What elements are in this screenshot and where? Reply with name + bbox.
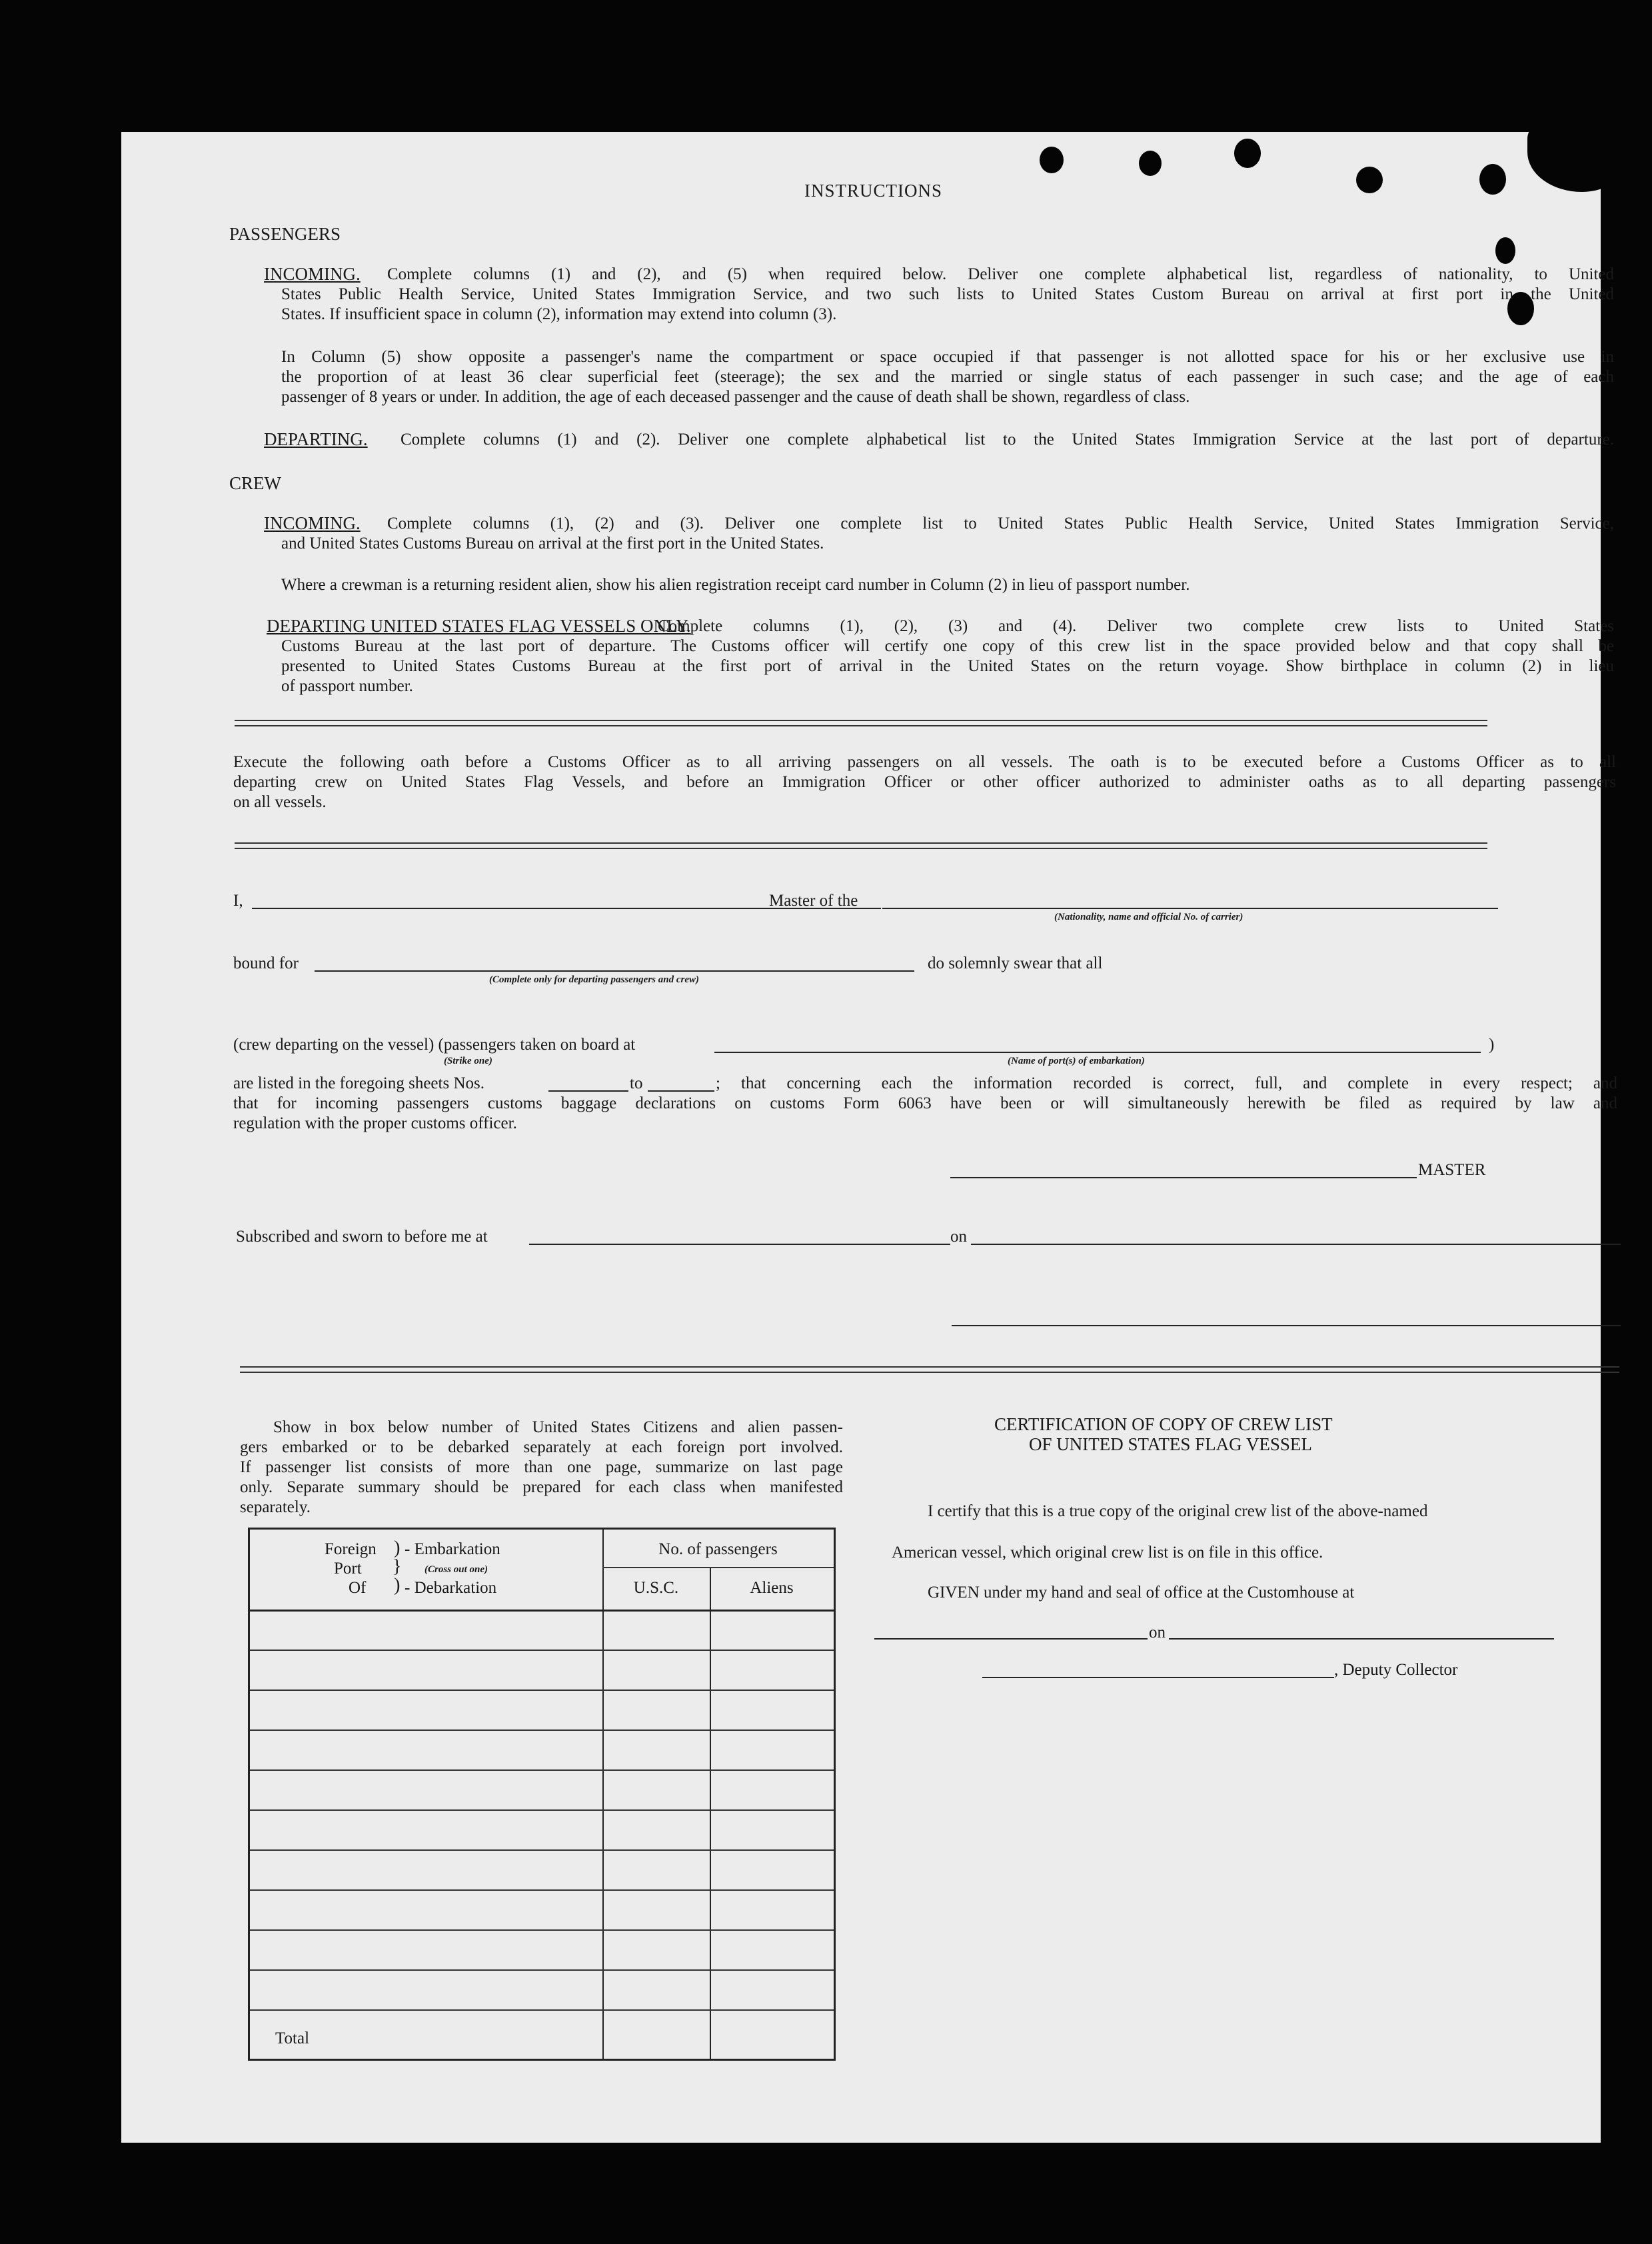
port-label: Port bbox=[334, 1560, 362, 1578]
customhouse-place-line bbox=[874, 1638, 1148, 1640]
given-text: GIVEN under my hand and seal of office at the Customhouse at bbox=[928, 1584, 1355, 1602]
column5-line: In Column (5) show opposite a passenger's name the compartment or space occupied if that passenger is not allotted space for his or her exclusive use in bbox=[281, 348, 1614, 366]
debarkation-label: - Debarkation bbox=[405, 1579, 497, 1597]
embarkation-port-line bbox=[714, 1052, 1481, 1053]
bound-for-line bbox=[315, 970, 914, 972]
torn-corner bbox=[1527, 119, 1627, 192]
summary-line: If passenger list consists of more than one page, summarize on last page bbox=[240, 1458, 843, 1476]
summary-line: Show in box below number of United States Citizens and alien passen- bbox=[273, 1418, 843, 1436]
cert-on-label: on bbox=[1149, 1624, 1166, 1642]
crew-incoming-label: INCOMING. bbox=[264, 513, 361, 533]
punch-hole bbox=[1495, 237, 1515, 264]
table-row bbox=[250, 1969, 834, 1971]
table-header-bottom bbox=[250, 1610, 834, 1612]
divider bbox=[235, 720, 1487, 726]
passengers-incoming-label: INCOMING. bbox=[264, 264, 361, 284]
crew-incoming-line: Complete columns (1), (2) and (3). Deliver one complete list to United States Public Health Service, United States Immigration Service, bbox=[387, 515, 1614, 533]
table-row bbox=[250, 1889, 834, 1891]
oath-intro-line: on all vessels. bbox=[233, 793, 327, 811]
listed-prefix: are listed in the foregoing sheets Nos. bbox=[233, 1074, 484, 1092]
crew-heading: CREW bbox=[229, 473, 281, 493]
crew-departing-text: (crew departing on the vessel) (passengers taken on board at bbox=[233, 1036, 636, 1054]
subscribed-date-line bbox=[971, 1244, 1621, 1245]
passengers-incoming-line: States Public Health Service, United States Immigration Service, and two such lists to United States Custom Bureau on arrival at first port in the United bbox=[281, 285, 1614, 303]
oath-intro-line: departing crew on United States Flag Vessels, and before an Immigration Officer or other officer authorized to administer oaths as to all departing passengers bbox=[233, 773, 1616, 791]
table-row bbox=[250, 1689, 834, 1691]
table-header-divider bbox=[602, 1567, 834, 1568]
summary-line: separately. bbox=[240, 1498, 311, 1516]
punch-hole bbox=[1356, 167, 1383, 193]
column5-line: passenger of 8 years or under. In addition, the age of each deceased passenger and the cause of death shall be shown, regardless of class. bbox=[281, 388, 1190, 406]
complete-note: (Complete only for departing passengers and crew) bbox=[489, 974, 699, 985]
table-row bbox=[250, 2009, 834, 2011]
embarkation-label: - Embarkation bbox=[405, 1540, 500, 1558]
passengers-heading: PASSENGERS bbox=[229, 224, 341, 244]
no-of-passengers-header: No. of passengers bbox=[658, 1540, 778, 1558]
certify-line-2: American vessel, which original crew list is on file in this office. bbox=[892, 1544, 1323, 1562]
subscribed-label: Subscribed and sworn to before me at bbox=[236, 1228, 488, 1246]
punch-hole bbox=[1139, 151, 1162, 176]
port-note: (Name of port(s) of embarkation) bbox=[1008, 1056, 1145, 1066]
strike-one-note: (Strike one) bbox=[444, 1056, 492, 1066]
punch-hole bbox=[1040, 147, 1064, 173]
oath-intro-line: Execute the following oath before a Customs Officer as to all arriving passengers on all vessels. The oath is to be executed before a Customs Officer as to all bbox=[233, 753, 1616, 771]
crew-incoming-line: and United States Customs Bureau on arrival at the first port in the United States. bbox=[281, 535, 824, 553]
oath-i-label: I, bbox=[233, 892, 243, 910]
certification-title: OF UNITED STATES FLAG VESSEL bbox=[1029, 1434, 1312, 1454]
deputy-collector-label: , Deputy Collector bbox=[1334, 1661, 1458, 1679]
crew-departing-label: DEPARTING UNITED STATES FLAG VESSELS ONLY. bbox=[267, 616, 691, 636]
sheets-from-line bbox=[548, 1090, 628, 1092]
punch-hole bbox=[1234, 139, 1261, 168]
passengers-incoming-line: States. If insufficient space in column (2), information may extend into column (3). bbox=[281, 305, 837, 323]
passengers-departing-label: DEPARTING. bbox=[264, 429, 368, 449]
master-signature-line bbox=[950, 1177, 1417, 1178]
nationality-note: (Nationality, name and official No. of carrier) bbox=[1054, 912, 1243, 922]
table-row bbox=[250, 1809, 834, 1811]
foreign-label: Foreign bbox=[325, 1540, 377, 1558]
master-of-the-label: Master of the bbox=[769, 892, 858, 910]
certify-line-1: I certify that this is a true copy of the original crew list of the above-named bbox=[928, 1502, 1428, 1520]
table-row bbox=[250, 1650, 834, 1651]
table-row bbox=[250, 1769, 834, 1771]
swear-text: do solemnly swear that all bbox=[928, 954, 1103, 972]
brace-icon: ) } ) bbox=[393, 1538, 402, 1596]
passengers-incoming-line: Complete columns (1) and (2), and (5) when required below. Deliver one complete alphabetical list, regardless of nationality, to United bbox=[387, 265, 1614, 283]
carrier-line bbox=[882, 908, 1498, 909]
resident-alien-text: Where a crewman is a returning resident alien, show his alien registration receipt card number in Column (2) in lieu of passport number. bbox=[281, 576, 1190, 594]
form-page bbox=[121, 132, 1617, 2143]
crew-departing-line: Complete columns (1), (2), (3) and (4). Deliver two complete crew lists to United States bbox=[658, 617, 1614, 635]
sheets-to-line bbox=[648, 1090, 714, 1092]
aliens-header: Aliens bbox=[750, 1579, 794, 1597]
crew-departing-line: of passport number. bbox=[281, 677, 413, 695]
instructions-title: INSTRUCTIONS bbox=[804, 181, 943, 201]
passengers-departing-text: Complete columns (1) and (2). Deliver one complete alphabetical list to the United States Immigration Service at the last port of departure. bbox=[401, 431, 1614, 449]
usc-header: U.S.C. bbox=[633, 1579, 679, 1597]
summary-line: gers embarked or to be debarked separately at each foreign port involved. bbox=[240, 1438, 843, 1456]
master-label: MASTER bbox=[1418, 1161, 1486, 1179]
subscribed-place-line bbox=[529, 1244, 950, 1245]
summary-line: only. Separate summary should be prepared for each class when manifested bbox=[240, 1478, 843, 1496]
divider bbox=[240, 1366, 1619, 1373]
column5-line: the proportion of at least 36 clear superficial feet (steerage); the sex and the married or single status of each passenger in such case; and the age of each bbox=[281, 368, 1614, 386]
table-row bbox=[250, 1929, 834, 1931]
to-label: to bbox=[630, 1074, 643, 1092]
certification-title: CERTIFICATION OF COPY OF CREW LIST bbox=[994, 1414, 1333, 1434]
crew-departing-line: Customs Bureau at the last port of departure. The Customs officer will certify one copy of this crew list in the space provided below and that copy shall be bbox=[281, 637, 1614, 655]
total-label: Total bbox=[275, 2029, 310, 2047]
table-row bbox=[250, 1849, 834, 1851]
punch-hole bbox=[1479, 164, 1506, 195]
table-divider bbox=[710, 1567, 711, 2059]
listed-suffix: ; that concerning each the information recorded is correct, full, and complete in every respect; and bbox=[716, 1074, 1617, 1092]
on-label: on bbox=[950, 1228, 967, 1246]
crew-departing-line: presented to United States Customs Bureau at the first port of arrival in the United States on the return voyage. Show birthplace in column (2) in lieu bbox=[281, 657, 1614, 675]
close-paren: ) bbox=[1489, 1036, 1495, 1054]
deputy-signature-line bbox=[982, 1677, 1334, 1678]
officer-signature-line bbox=[952, 1325, 1621, 1326]
table-row bbox=[250, 1729, 834, 1731]
oath-line-3: regulation with the proper customs officer. bbox=[233, 1114, 517, 1132]
of-label: Of bbox=[349, 1579, 367, 1597]
passenger-summary-table bbox=[248, 1528, 836, 2061]
cross-out-note: (Cross out one) bbox=[424, 1564, 488, 1575]
bound-for-label: bound for bbox=[233, 954, 299, 972]
divider bbox=[235, 842, 1487, 849]
customhouse-date-line bbox=[1169, 1638, 1554, 1640]
oath-line-2: that for incoming passengers customs baggage declarations on customs Form 6063 have been or will simultaneously herewith be filed as required by law and bbox=[233, 1094, 1617, 1112]
